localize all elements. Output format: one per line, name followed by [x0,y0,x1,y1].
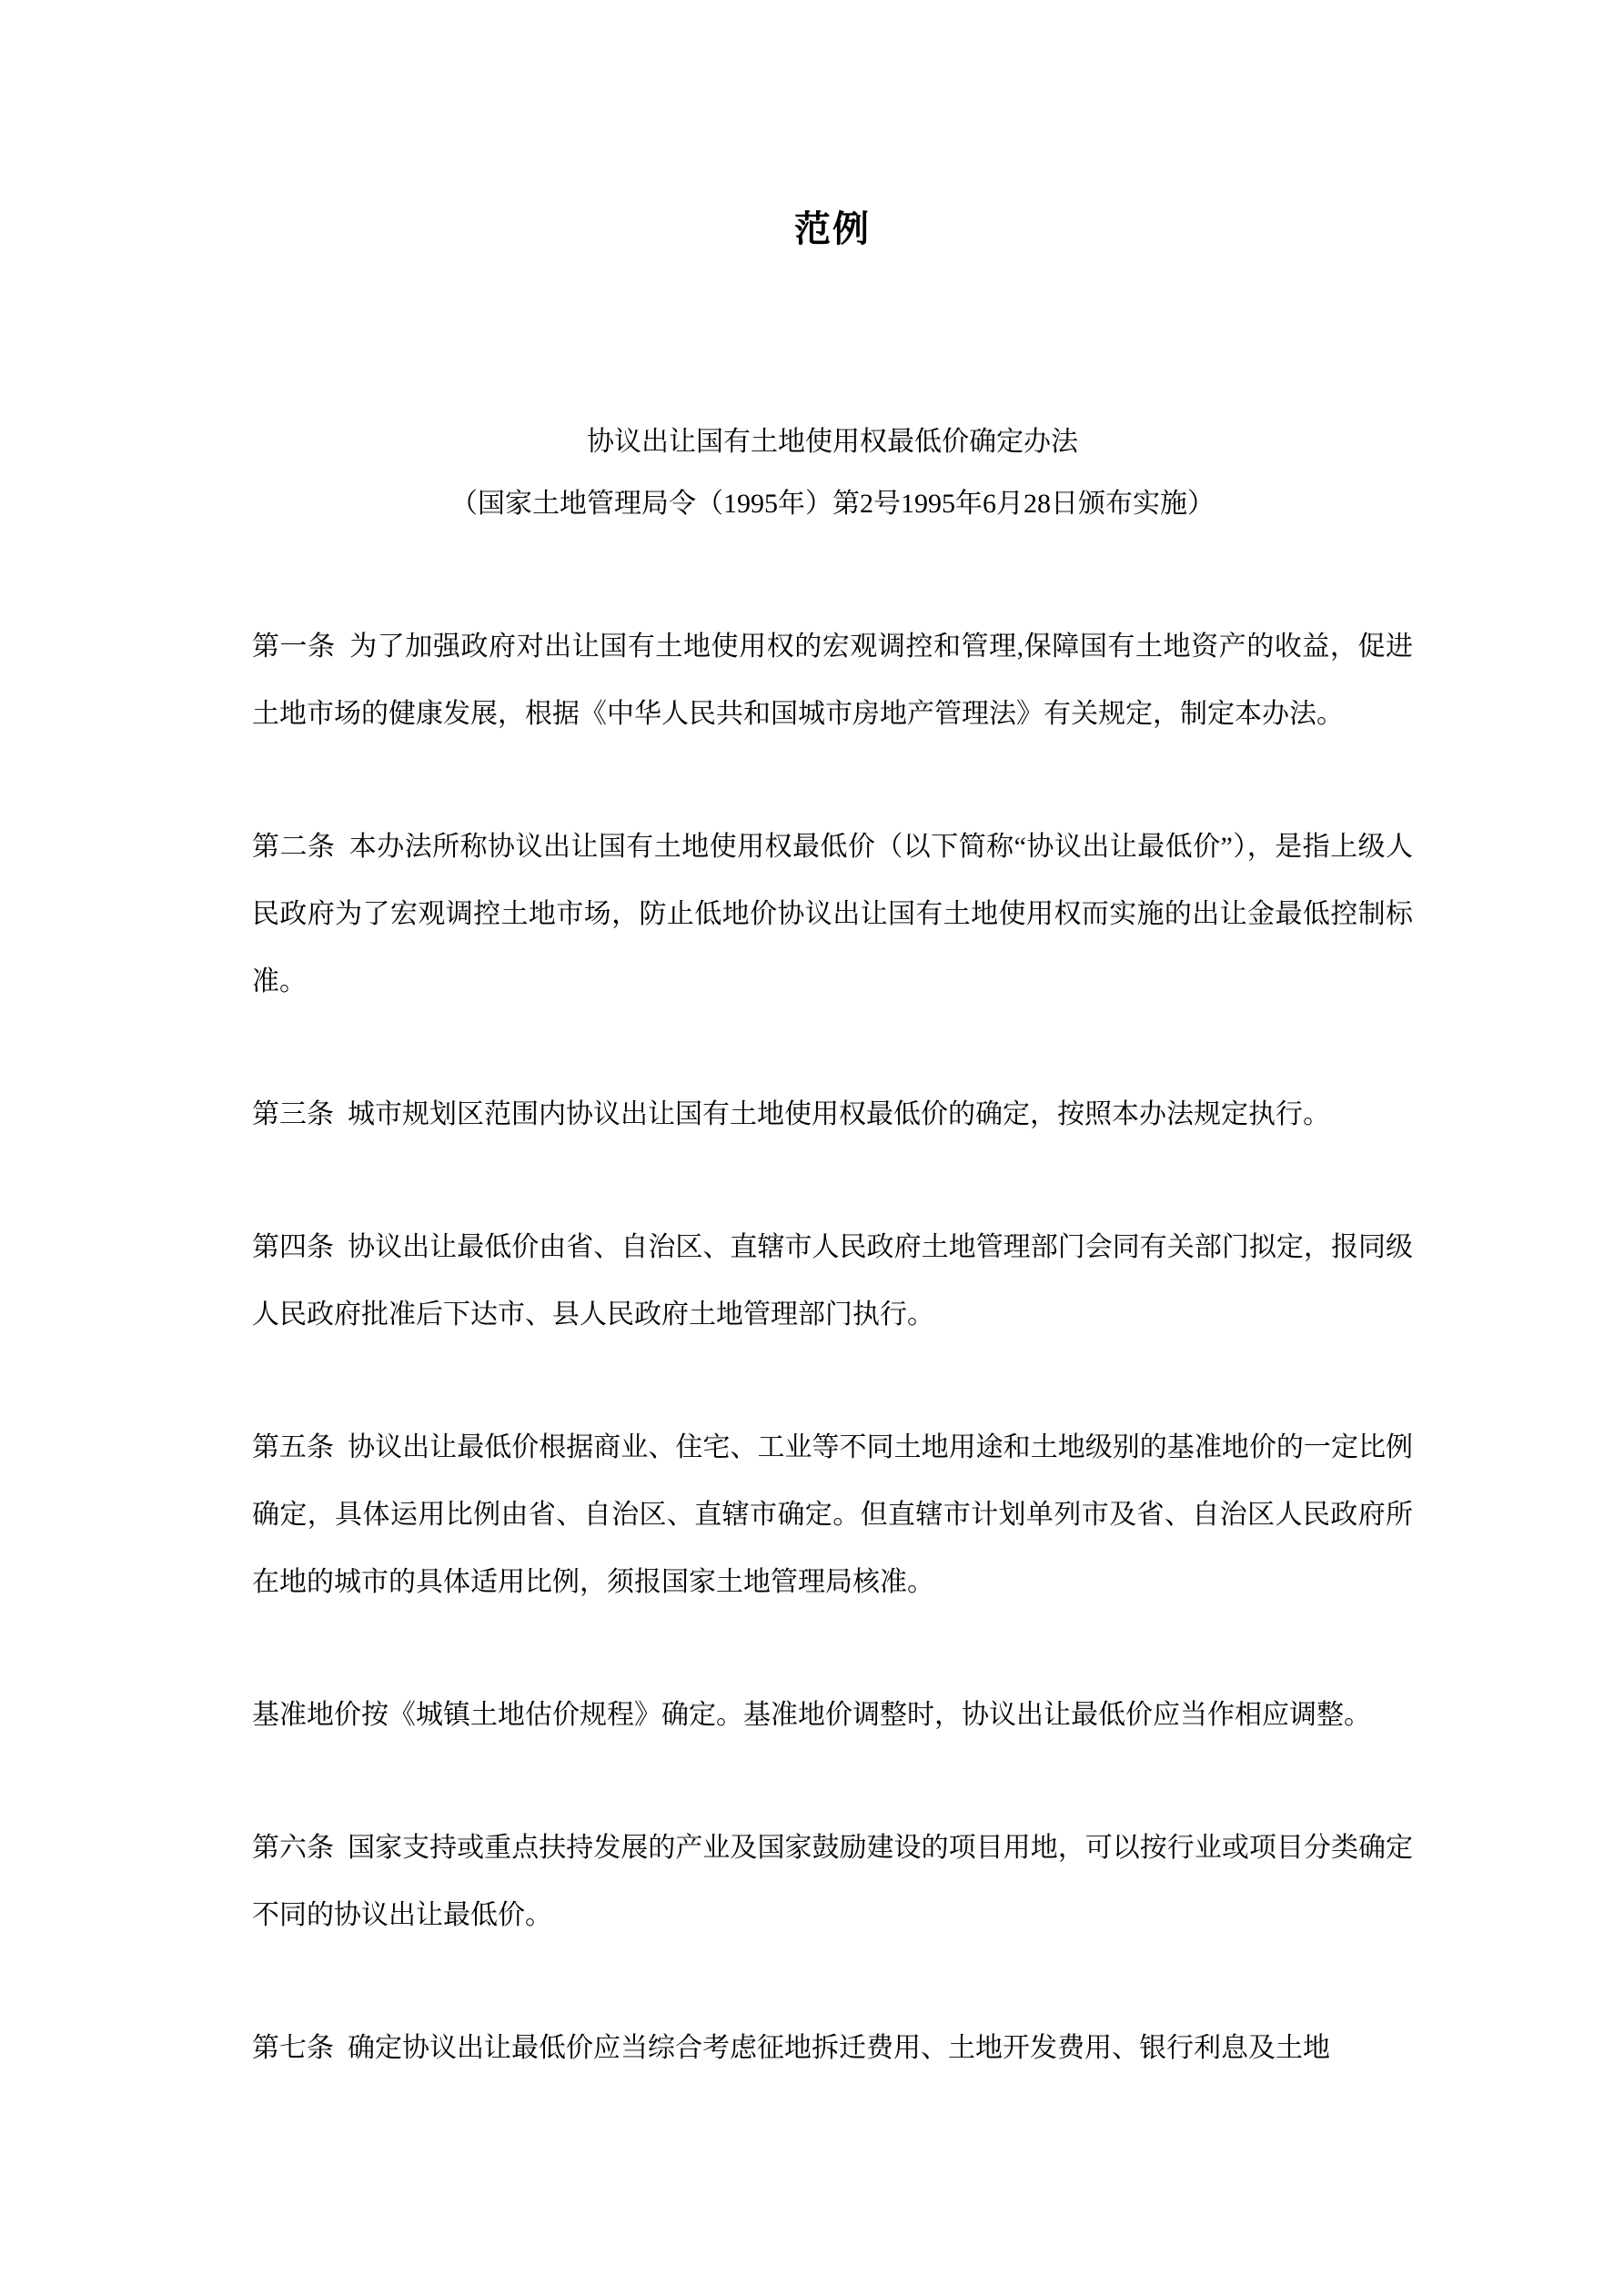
paragraph-article-6: 第六条 国家支持或重点扶持发展的产业及国家鼓励建设的项目用地，可以按行业或项目分类确定不同的协议出让最低价。 [252,1833,1413,1930]
paragraph-article-5: 第五条 协议出让最低价根据商业、住宅、工业等不同土地用途和土地级别的基准地价的一定比例确定，具体运用比例由省、自治区、直辖市确定。但直辖市计划单列市及省、自治区人民政府所在地的城市的具体适用比例，须报国家土地管理局核准。 [252,1432,1413,1597]
paragraph-article-4: 第四条 协议出让最低价由省、自治区、直辖市人民政府土地管理部门会同有关部门拟定，报同级人民政府批准后下达市、县人民政府土地管理部门执行。 [252,1232,1413,1330]
page-title: 范例 [794,208,871,249]
paragraph-article-1: 第一条 为了加强政府对出让国有土地使用权的宏观调控和管理,保障国有土地资产的收益，促进土地市场的健康发展，根据《中华人民共和国城市房地产管理法》有关规定，制定本办法。 [252,632,1413,729]
paragraph-article-5-continued: 基准地价按《城镇土地估价规程》确定。基准地价调整时，协议出让最低价应当作相应调整。 [252,1700,1371,1730]
paragraph-article-3: 第三条 城市规划区范围内协议出让国有土地使用权最低价的确定，按照本办法规定执行。 [252,1099,1330,1129]
paragraph-article-7: 第七条 确定协议出让最低价应当综合考虑征地拆迁费用、土地开发费用、银行利息及土地 [252,2033,1330,2063]
document-subtitle: （国家土地管理局令（1995年）第2号1995年6月28日颁布实施） [450,489,1215,519]
document-body [252,613,1413,2082]
document-title: 协议出让国有土地使用权最低价确定办法 [587,427,1078,457]
paragraph-article-2: 第二条 本办法所称协议出让国有土地使用权最低价（以下简称“协议出让最低价”），是指上级人民政府为了宏观调控土地市场，防止低地价协议出让国有土地使用权而实施的出让金最低控制标准。 [252,832,1413,996]
